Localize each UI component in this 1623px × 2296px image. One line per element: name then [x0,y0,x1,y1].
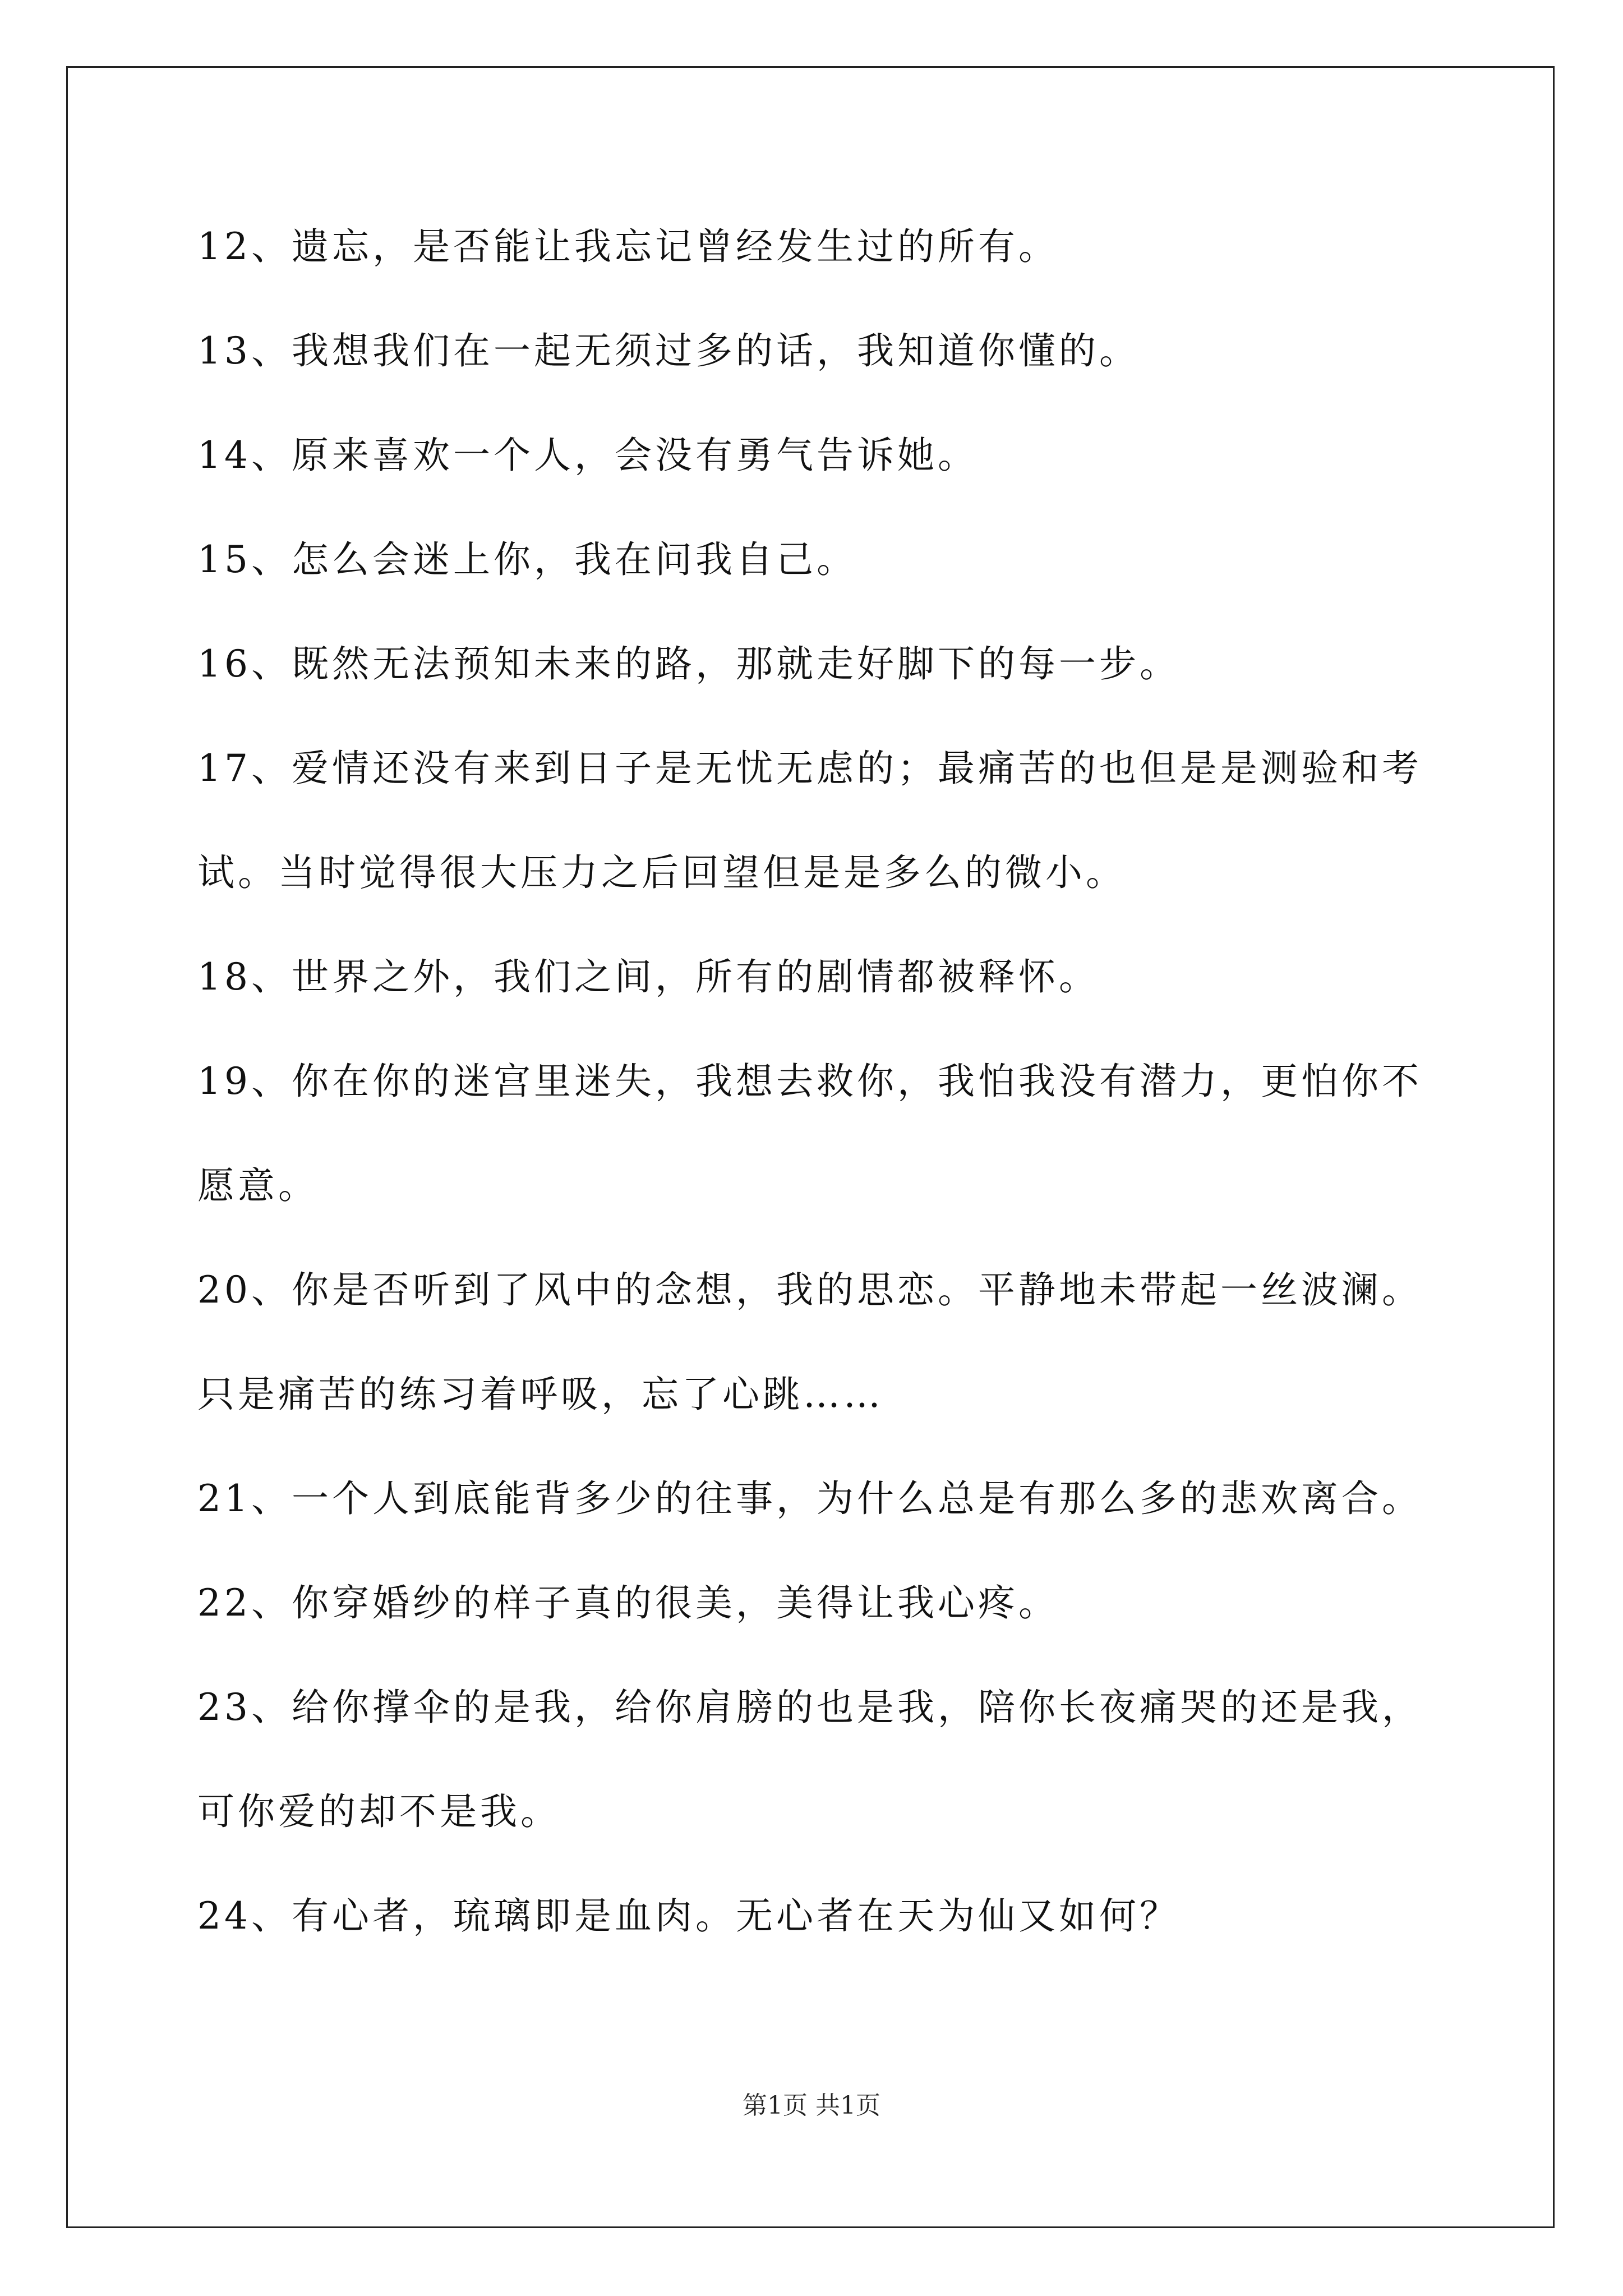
text-line: 13、我想我们在一起无须过多的话，我知道你懂的。 [197,329,1140,372]
text-line: 18、世界之外，我们之间，所有的剧情都被释怀。 [197,955,1099,999]
text-line: 22、你穿婚纱的样子真的很美，美得让我心疼。 [197,1581,1059,1625]
text-line: 17、爱情还没有来到日子是无忧无虑的；最痛苦的也但是是测验和考 [197,747,1422,790]
page-number-footer: 第1页 共1页 [743,2091,880,2120]
text-line: 24、有心者，琉璃即是血肉。无心者在天为仙又如何？ [197,1894,1180,1938]
text-line: 14、原来喜欢一个人，会没有勇气告诉她。 [197,434,978,477]
text-line: 试。当时觉得很大压力之后回望但是是多么的微小。 [197,851,1126,894]
text-line: 20、你是否听到了风中的念想，我的思恋。平静地未带起一丝波澜。 [197,1268,1422,1312]
text-line: 愿意。 [197,1164,319,1207]
text-line: 19、你在你的迷宫里迷失，我想去救你，我怕我没有潜力，更怕你不 [197,1060,1422,1103]
text-line: 12、遗忘，是否能让我忘记曾经发生过的所有。 [197,225,1059,268]
text-line: 只是痛苦的练习着呼吸，忘了心跳…… [197,1373,884,1416]
text-line: 23、给你撑伞的是我，给你肩膀的也是我，陪你长夜痛哭的还是我， [197,1686,1422,1729]
text-line: 16、既然无法预知未来的路，那就走好脚下的每一步。 [197,642,1180,685]
text-line: 21、一个人到底能背多少的往事，为什么总是有那么多的悲欢离合。 [197,1477,1422,1520]
text-line: 可你爱的却不是我。 [197,1790,561,1833]
text-line: 15、怎么会迷上你，我在问我自己。 [197,538,857,581]
